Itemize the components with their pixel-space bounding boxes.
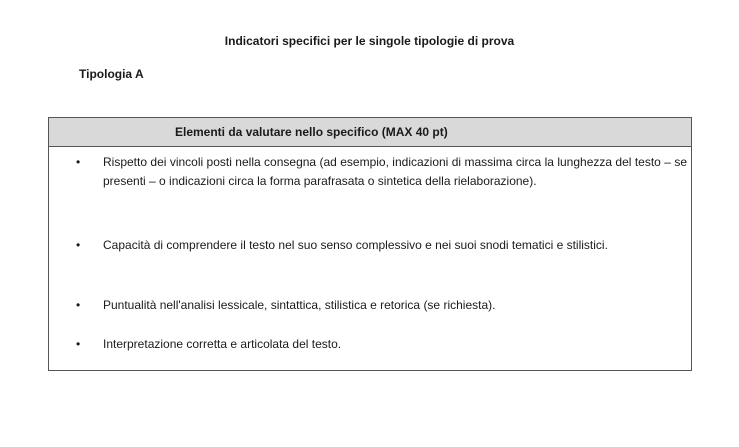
bullet-icon: •	[76, 298, 81, 312]
criteria-table-header: Elementi da valutare nello specifico (MAX 40 pt)	[49, 118, 691, 147]
document-subheading: Tipologia A	[79, 67, 144, 81]
list-item-text: Capacità di comprendere il testo nel suo senso complessivo e nei suoi snodi tematici e stilistici.	[103, 238, 608, 252]
bullet-icon: •	[76, 337, 81, 351]
list-item-text: Puntualità nell'analisi lessicale, sintattica, stilistica e retorica (se richiesta).	[103, 298, 496, 312]
bullet-icon: •	[76, 238, 81, 252]
list-item-text: Rispetto dei vincoli posti nella consegna (ad esempio, indicazioni di massima circa la lunghezza del testo – se presenti – o indicazioni circa la forma parafrasata o sintetica della rielaborazione).	[103, 155, 687, 188]
list-item	[76, 335, 687, 354]
bullet-icon: •	[76, 155, 81, 169]
list-item-text: Interpretazione corretta e articolata del testo.	[103, 337, 342, 351]
criteria-table	[48, 117, 692, 371]
list-item	[76, 236, 687, 255]
list-item	[76, 296, 687, 315]
list-item	[76, 153, 687, 191]
document-heading: Indicatori specifici per le singole tipologie di prova	[224, 34, 515, 48]
